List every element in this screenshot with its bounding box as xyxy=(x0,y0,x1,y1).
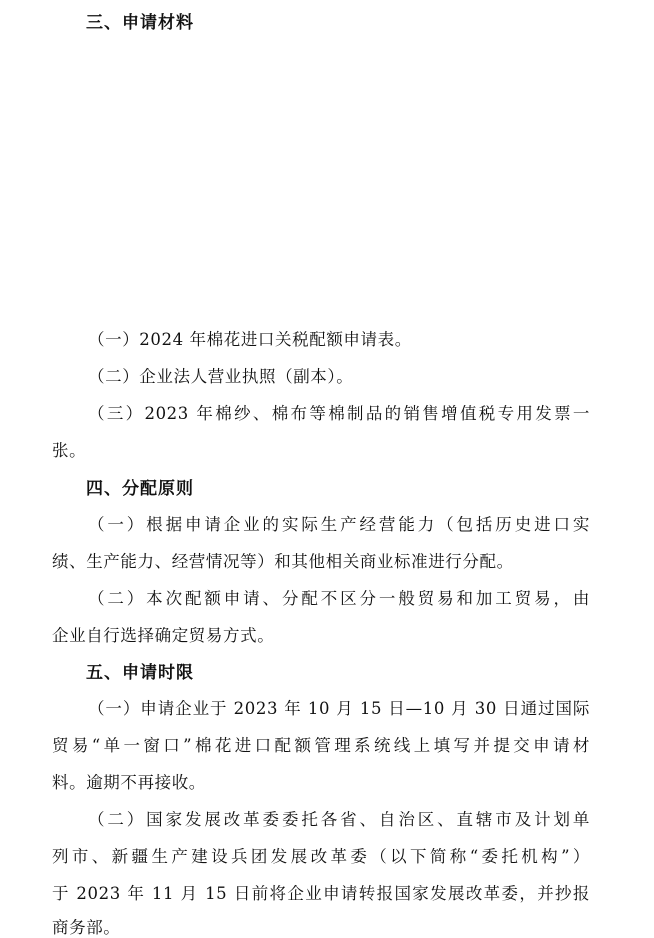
materials-item-3-line-1: （三）2023 年棉纱、棉布等棉制品的销售增值税专用发票一 xyxy=(88,404,590,423)
deadline-p2-line-1: （二）国家发展改革委委托各省、自治区、直辖市及计划单 xyxy=(88,810,590,829)
principles-p2-line-1: （二）本次配额申请、分配不区分一般贸易和加工贸易，由 xyxy=(88,589,590,608)
materials-item-3-line-2: 张。 xyxy=(52,441,87,460)
principles-p2-line-2: 企业自行选择确定贸易方式。 xyxy=(52,626,275,645)
deadline-p2-line-2: 列市、新疆生产建设兵团发展改革委（以下简称“委托机构”） xyxy=(52,847,590,866)
principles-p1-line-1: （一）根据申请企业的实际生产经营能力（包括历史进口实 xyxy=(88,515,590,534)
materials-item-2: （二）企业法人营业执照（副本）。 xyxy=(88,367,354,386)
deadline-p1-line-1: （一）申请企业于 2023 年 10 月 15 日—10 月 30 日通过国际 xyxy=(88,699,590,718)
principles-p1-line-2: 绩、生产能力、经营情况等）和其他相关商业标准进行分配。 xyxy=(52,552,514,571)
deadline-p2-line-3: 于 2023 年 11 月 15 日前将企业申请转报国家发展改革委，并抄报 xyxy=(52,884,590,903)
section-heading-materials: 三、申请材料 xyxy=(86,13,194,33)
deadline-p2-line-4: 商务部。 xyxy=(52,918,121,937)
section-heading-deadline: 五、申请时限 xyxy=(86,663,194,683)
deadline-p1-line-2: 贸易“单一窗口”棉花进口配额管理系统线上填写并提交申请材 xyxy=(52,736,590,755)
section-heading-principles: 四、分配原则 xyxy=(86,479,194,499)
materials-item-1: （一）2024 年棉花进口关税配额申请表。 xyxy=(88,330,412,349)
deadline-p1-line-3: 料。逾期不再接收。 xyxy=(52,773,206,792)
